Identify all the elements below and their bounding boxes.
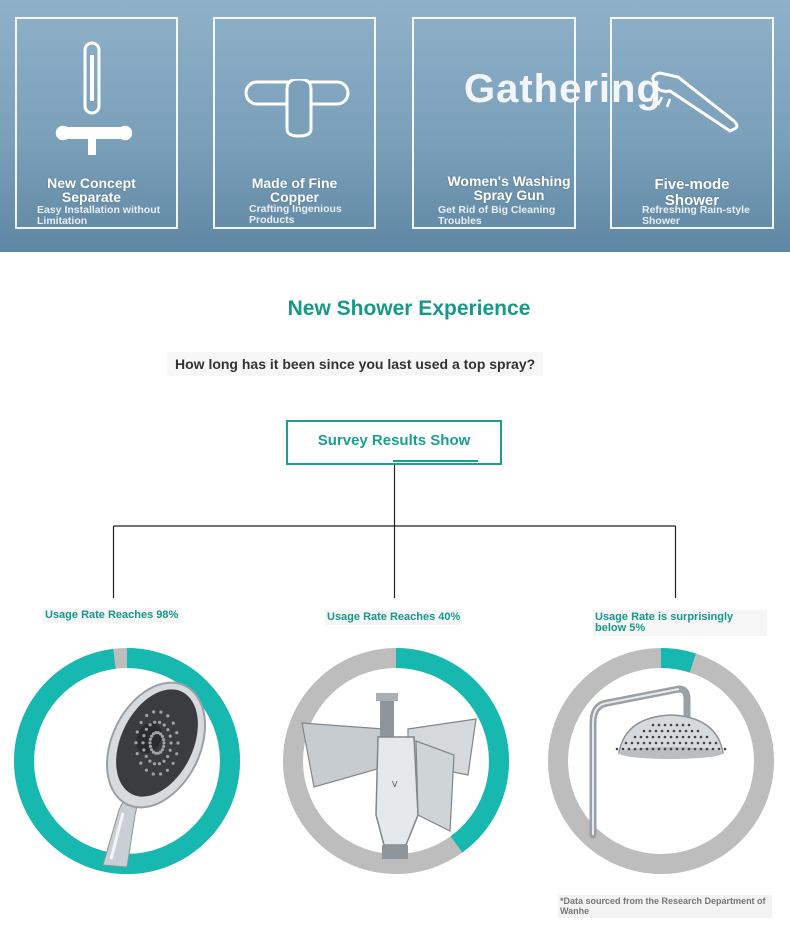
survey-results-label: Survey Results Show (317, 432, 471, 449)
usage-ring-3 (545, 645, 777, 877)
feature-subtitle: Easy Installation without Limitation (37, 204, 161, 227)
feature-subtitle: Crafting Ingenious Products (249, 203, 342, 226)
section-heading: New Shower Experience (287, 297, 531, 320)
ring-track (558, 658, 764, 864)
svg-text:V: V (392, 780, 398, 789)
top-spray-image (593, 689, 726, 835)
feature-subtitle: Refreshing Rain-style Shower (642, 204, 750, 227)
usage-label-2: Usage Rate Reaches 40% (327, 611, 461, 623)
feature-title: Five-mode Shower (654, 176, 730, 209)
survey-question: How long has it been since you last used a top spray? (167, 352, 543, 376)
feature-subtitle: Get Rid of Big Cleaning Troubles (438, 204, 556, 227)
usage-ring-2 (280, 645, 512, 877)
feature-title: Women's Washing Spray Gun (447, 173, 571, 203)
data-source-footnote: *Data sourced from the Research Department of Wanhe (558, 895, 772, 918)
usage-label-3: Usage Rate is surprisingly below 5% (593, 610, 767, 636)
usage-label-1: Usage Rate Reaches 98% (45, 609, 179, 621)
usage-ring-1 (11, 645, 243, 877)
feature-title: New Concept Separate (47, 175, 136, 205)
banner-overlay-text: Gathering (464, 67, 662, 111)
feature-title: Made of Fine Copper (251, 175, 338, 205)
